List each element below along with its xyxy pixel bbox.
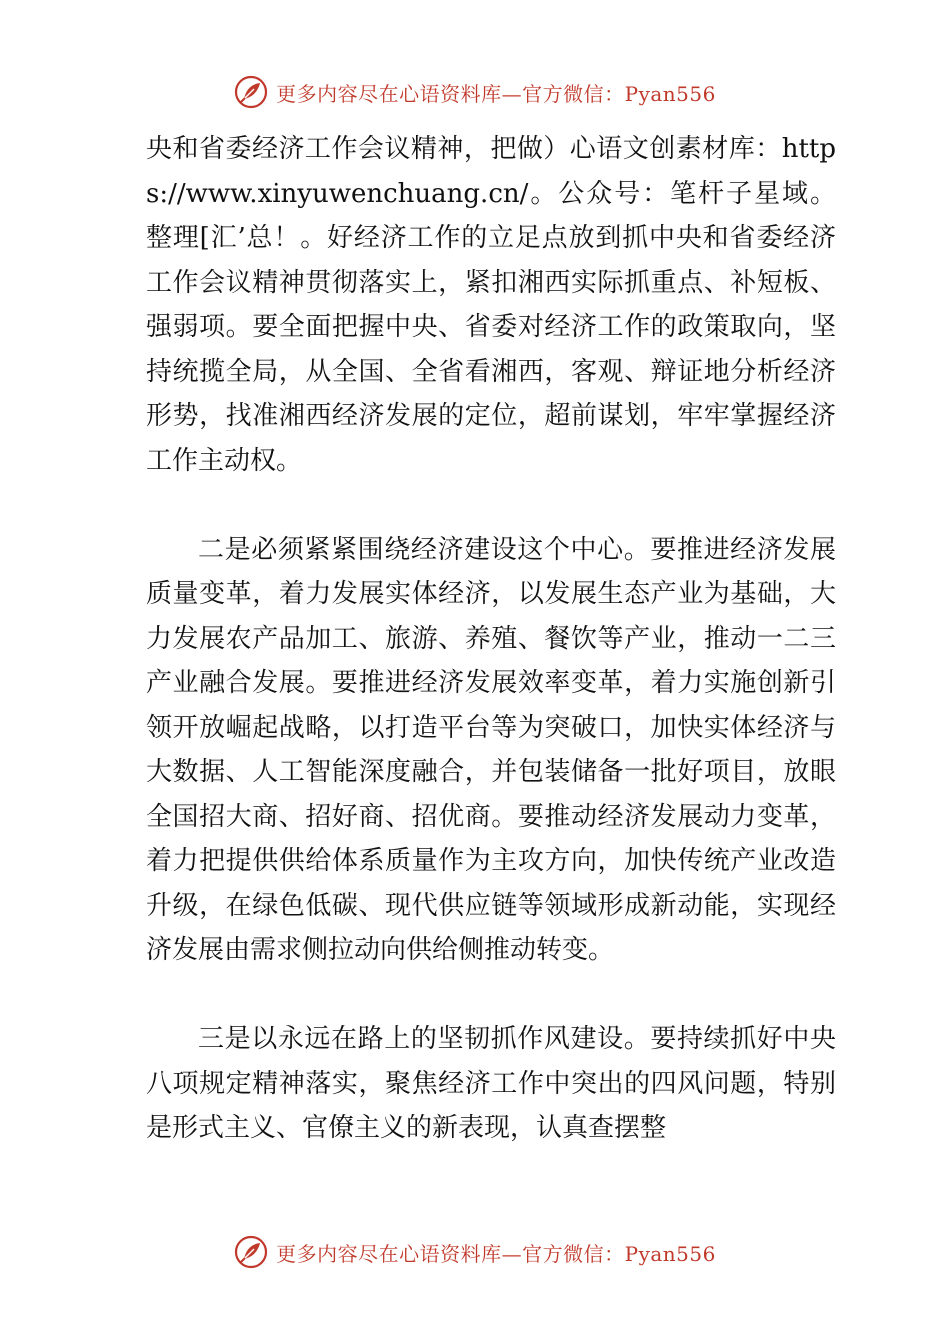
- footer-watermark: [0, 1232, 950, 1272]
- header-watermark: [0, 72, 950, 112]
- document-body: [146, 127, 836, 1151]
- watermark-text: 更多内容尽在心语资料库—官方微信：Pyan556: [276, 1241, 716, 1266]
- paragraph-1: 央和省委经济工作会议精神，把做）心语文创素材库：https://www.xinyuwenchuang.cn/。公众号：笔杆子星域。整理[汇’总！。好经济工作的立足点放到抓中央和省委经济工作会议精神贯彻落实上，紧扣湘西实际抓重点、补短板、强弱项。要全面把握中央、省委对经济工作的政策取向，坚持统揽全局，从全国、全省看湘西，客观、辩证地分析经济形势，找准湘西经济发展的定位，超前谋划，牢牢掌握经济工作主动权。: [146, 134, 836, 476]
- leaf-logo-icon: [234, 75, 268, 109]
- paragraph-3: 三是以永远在路上的坚韧抓作风建设。要持续抓好中央八项规定精神落实，聚焦经济工作中突出的四风问题，特别是形式主义、官僚主义的新表现，认真查摆整: [146, 1024, 836, 1143]
- paragraph-2: 二是必须紧紧围绕经济建设这个中心。要推进经济发展质量变革，着力发展实体经济，以发展生态产业为基础，大力发展农产品加工、旅游、养殖、餐饮等产业，推动一二三产业融合发展。要推进经济发展效率变革，着力实施创新引领开放崛起战略，以打造平台等为突破口，加快实体经济与大数据、人工智能深度融合，并包装储备一批好项目，放眼全国招大商、招好商、招优商。要推动经济发展动力变革，着力把提供供给体系质量作为主攻方向，加快传统产业改造升级，在绿色低碳、现代供应链等领域形成新动能，实现经济发展由需求侧拉动向供给侧推动转变。: [146, 534, 836, 965]
- leaf-logo-icon: [234, 1235, 268, 1269]
- paragraph-spacer: [146, 483, 836, 528]
- paragraph-spacer: [146, 973, 836, 1018]
- watermark-text: 更多内容尽在心语资料库—官方微信：Pyan556: [276, 81, 716, 106]
